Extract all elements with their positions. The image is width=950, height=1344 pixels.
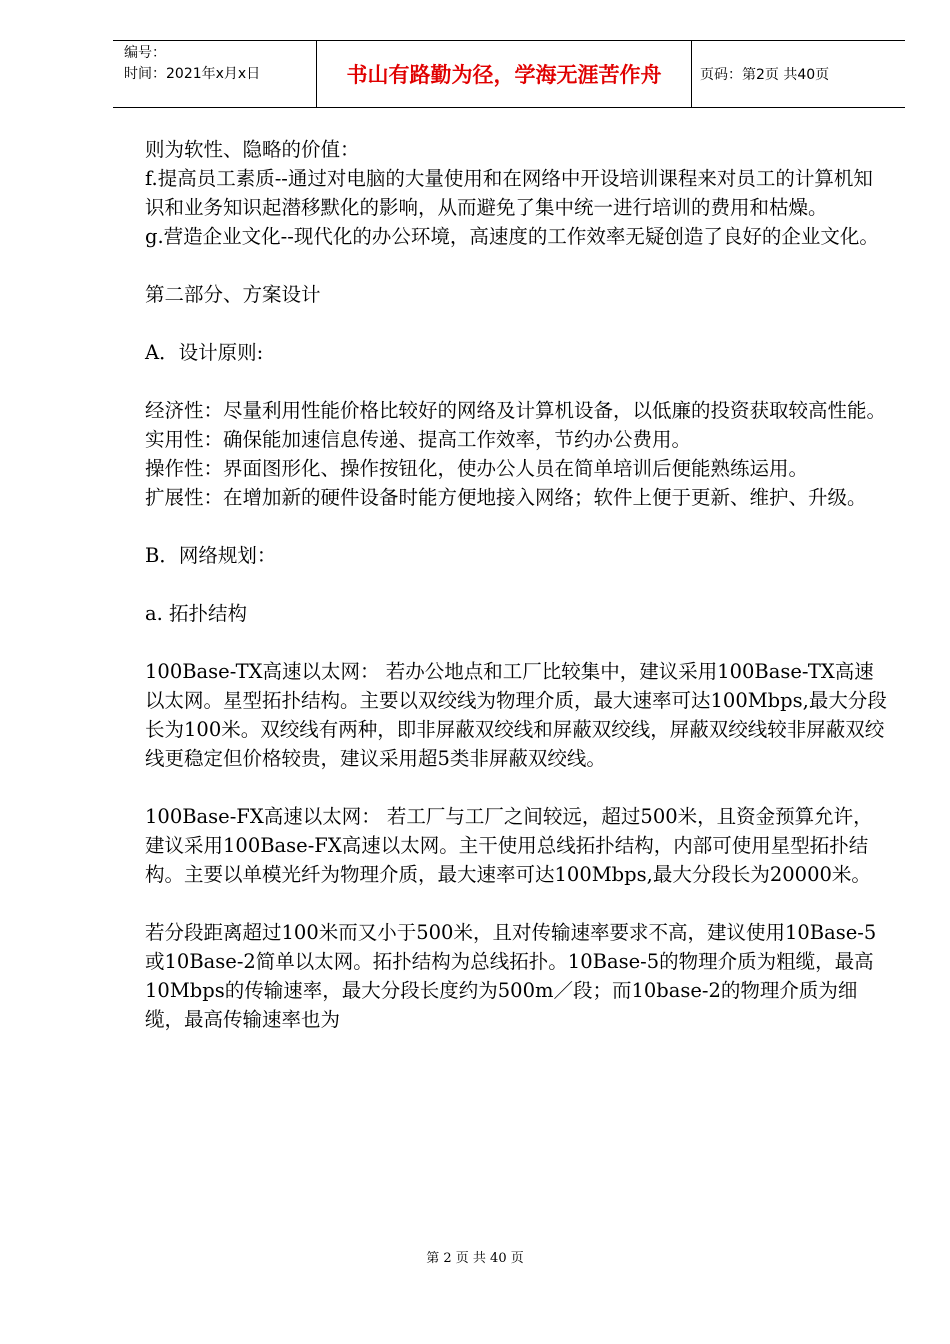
paragraph-gap xyxy=(145,512,890,541)
paragraph: f.提高员工素质--通过对电脑的大量使用和在网络中开设培训课程来对员工的计算机知识和业务知识起潜移默化的影响，从而避免了集中统一进行培训的费用和枯燥。 xyxy=(145,167,873,219)
paragraph: 100Base-FX高速以太网： 若工厂与工厂之间较远，超过500米，且资金预算允许，建议采用100Base-FX高速以太网。主干使用总线拓扑结构，内部可使用星型拓扑结构。主要以单模光纤为物理介质，最大速率可达100Mbps,最大分段长为20000米。 xyxy=(145,805,873,886)
page-footer: 第 2 页 共 40 页 xyxy=(426,1251,524,1266)
paragraph: 实用性：确保能加速信息传递、提高工作效率，节约办公费用。 xyxy=(145,428,692,451)
paragraph-gap xyxy=(145,570,890,599)
paragraph-gap xyxy=(145,251,890,280)
paragraph: 经济性：尽量利用性能价格比较好的网络及计算机设备，以低廉的投资获取较高性能。 xyxy=(145,399,887,422)
paragraph: 100Base-TX高速以太网： 若办公地点和工厂比较集中，建议采用100Base-TX高速以太网。星型拓扑结构。主要以双绞线为物理介质，最大速率可达100Mbps,最大分段长为100米。双绞线有两种，即非屏蔽双绞线和屏蔽双绞线，屏蔽双绞线较非屏蔽双绞线更稳定但价格较贵，建议采用超5类非屏蔽双绞线。 xyxy=(145,660,887,770)
paragraph-gap xyxy=(145,773,890,802)
paragraph: a. 拓扑结构 xyxy=(145,602,248,625)
paragraph-gap xyxy=(145,628,890,657)
paragraph: g.营造企业文化--现代化的办公环境，高速度的工作效率无疑创造了良好的企业文化。 xyxy=(145,225,879,248)
header-page-info: 页码：第2页 共40页 xyxy=(700,67,830,83)
document-time-label: 时间：2021年x月x日 xyxy=(124,66,261,82)
paragraph-gap xyxy=(145,309,890,338)
paragraph: B．网络规划： xyxy=(145,544,277,567)
paragraph: A．设计原则: xyxy=(145,341,264,364)
paragraph: 则为软性、隐略的价值： xyxy=(145,138,360,161)
header-meta xyxy=(113,41,316,107)
paragraph: 第二部分、方案设计 xyxy=(145,283,321,306)
paragraph: 操作性：界面图形化、操作按钮化，使办公人员在简单培训后便能熟练运用。 xyxy=(145,457,809,480)
paragraph: 若分段距离超过100米而又小于500米，且对传输速率要求不高，建议使用10Base-5或10Base-2简单以太网。拓扑结构为总线拓扑。10Base-5的物理介质为粗缆，最高10Mbps的传输速率，最大分段长度约为500m／段；而10base-2的物理介质为细缆，最高传输速率也为 xyxy=(145,921,877,1031)
paragraph: 扩展性：在增加新的硬件设备时能方便地接入网络；软件上便于更新、维护、升级。 xyxy=(145,486,867,509)
paragraph-gap xyxy=(145,367,890,396)
page-header xyxy=(113,40,905,108)
paragraph-gap xyxy=(145,889,890,918)
document-body xyxy=(145,135,890,1034)
header-motto: 书山有路勤为径，学海无涯苦作舟 xyxy=(316,41,692,107)
document-number-label: 编号： xyxy=(124,45,166,61)
